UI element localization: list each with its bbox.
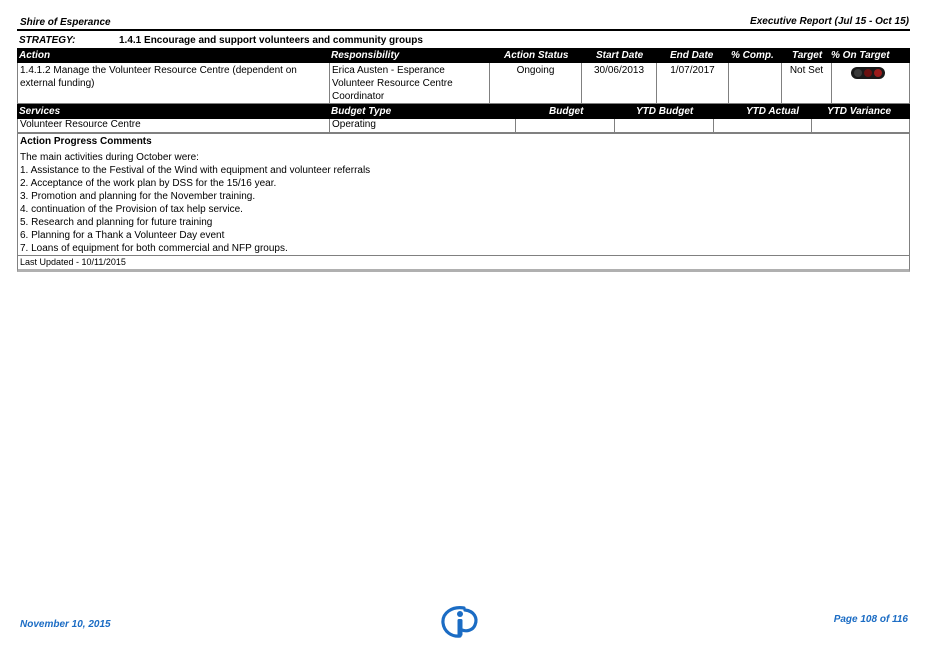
progress-title: Action Progress Comments bbox=[20, 136, 152, 147]
strategy-row bbox=[17, 34, 910, 47]
last-updated: Last Updated - 10/11/2015 bbox=[18, 255, 909, 270]
col-action: Action bbox=[19, 50, 51, 61]
progress-line: 2. Acceptance of the work plan by DSS for the 15/16 year. bbox=[20, 178, 277, 189]
org-name: Shire of Esperance bbox=[20, 17, 111, 28]
col-on-target: % On Target bbox=[831, 50, 890, 61]
strategy-value: 1.4.1 Encourage and support volunteers and community groups bbox=[119, 35, 423, 46]
progress-line: 4. continuation of the Provision of tax help service. bbox=[20, 204, 243, 215]
traffic-light-lamp-2 bbox=[864, 69, 872, 77]
footer-date: November 10, 2015 bbox=[20, 619, 111, 630]
action-row bbox=[17, 63, 910, 104]
col-ytd-actual: YTD Actual bbox=[746, 106, 799, 117]
interplan-logo-icon bbox=[440, 605, 480, 639]
traffic-light-lamp-3 bbox=[874, 69, 882, 77]
ytd-budget-cell bbox=[614, 119, 713, 133]
progress-lines bbox=[18, 151, 909, 255]
end-date-cell: 1/07/2017 bbox=[656, 63, 728, 104]
service-name-cell: Volunteer Resource Centre bbox=[17, 119, 329, 133]
target-cell: Not Set bbox=[781, 63, 831, 104]
col-budget: Budget bbox=[549, 106, 584, 117]
col-ytd-budget: YTD Budget bbox=[636, 106, 694, 117]
col-responsibility: Responsibility bbox=[331, 50, 400, 61]
action-status-cell: Ongoing bbox=[489, 63, 581, 104]
col-end-date: End Date bbox=[670, 50, 714, 61]
ytd-actual-cell bbox=[713, 119, 811, 133]
budget-type-cell: Operating bbox=[329, 119, 515, 133]
start-date-cell: 30/06/2013 bbox=[581, 63, 656, 104]
header-divider bbox=[17, 29, 910, 31]
progress-line: The main activities during October were: bbox=[20, 152, 199, 163]
progress-line: 7. Loans of equipment for both commercial and NFP groups. bbox=[20, 243, 288, 254]
comp-cell bbox=[728, 63, 781, 104]
action-table-header bbox=[17, 48, 910, 63]
responsibility-cell: Erica Austen - Esperance Volunteer Resource Centre Coordinator bbox=[329, 63, 489, 104]
services-row bbox=[17, 119, 910, 133]
col-ytd-variance: YTD Variance bbox=[827, 106, 892, 117]
progress-line: 3. Promotion and planning for the November training. bbox=[20, 191, 256, 202]
col-budget-type: Budget Type bbox=[331, 106, 392, 117]
strategy-label: STRATEGY: bbox=[19, 35, 76, 46]
action-description: 1.4.1.2 Manage the Volunteer Resource Centre (dependent on external funding) bbox=[17, 63, 329, 104]
services-table-header bbox=[17, 104, 910, 119]
budget-cell bbox=[515, 119, 614, 133]
col-start-date: Start Date bbox=[596, 50, 644, 61]
on-target-cell bbox=[831, 63, 910, 104]
ytd-variance-cell bbox=[811, 119, 910, 133]
col-comp: % Comp. bbox=[731, 50, 774, 61]
footer-page-number: Page 108 of 116 bbox=[833, 614, 908, 625]
traffic-light-icon bbox=[851, 67, 885, 79]
traffic-light-lamp-1 bbox=[854, 69, 862, 77]
action-progress-comments bbox=[17, 133, 910, 272]
progress-line: 1. Assistance to the Festival of the Wind with equipment and volunteer referrals bbox=[20, 165, 371, 176]
col-services: Services bbox=[19, 106, 61, 117]
report-title: Executive Report (Jul 15 - Oct 15) bbox=[750, 16, 909, 27]
progress-line: 5. Research and planning for future training bbox=[20, 217, 213, 228]
col-target: Target bbox=[792, 50, 823, 61]
progress-line: 6. Planning for a Thank a Volunteer Day event bbox=[20, 230, 225, 241]
col-action-status: Action Status bbox=[504, 50, 569, 61]
